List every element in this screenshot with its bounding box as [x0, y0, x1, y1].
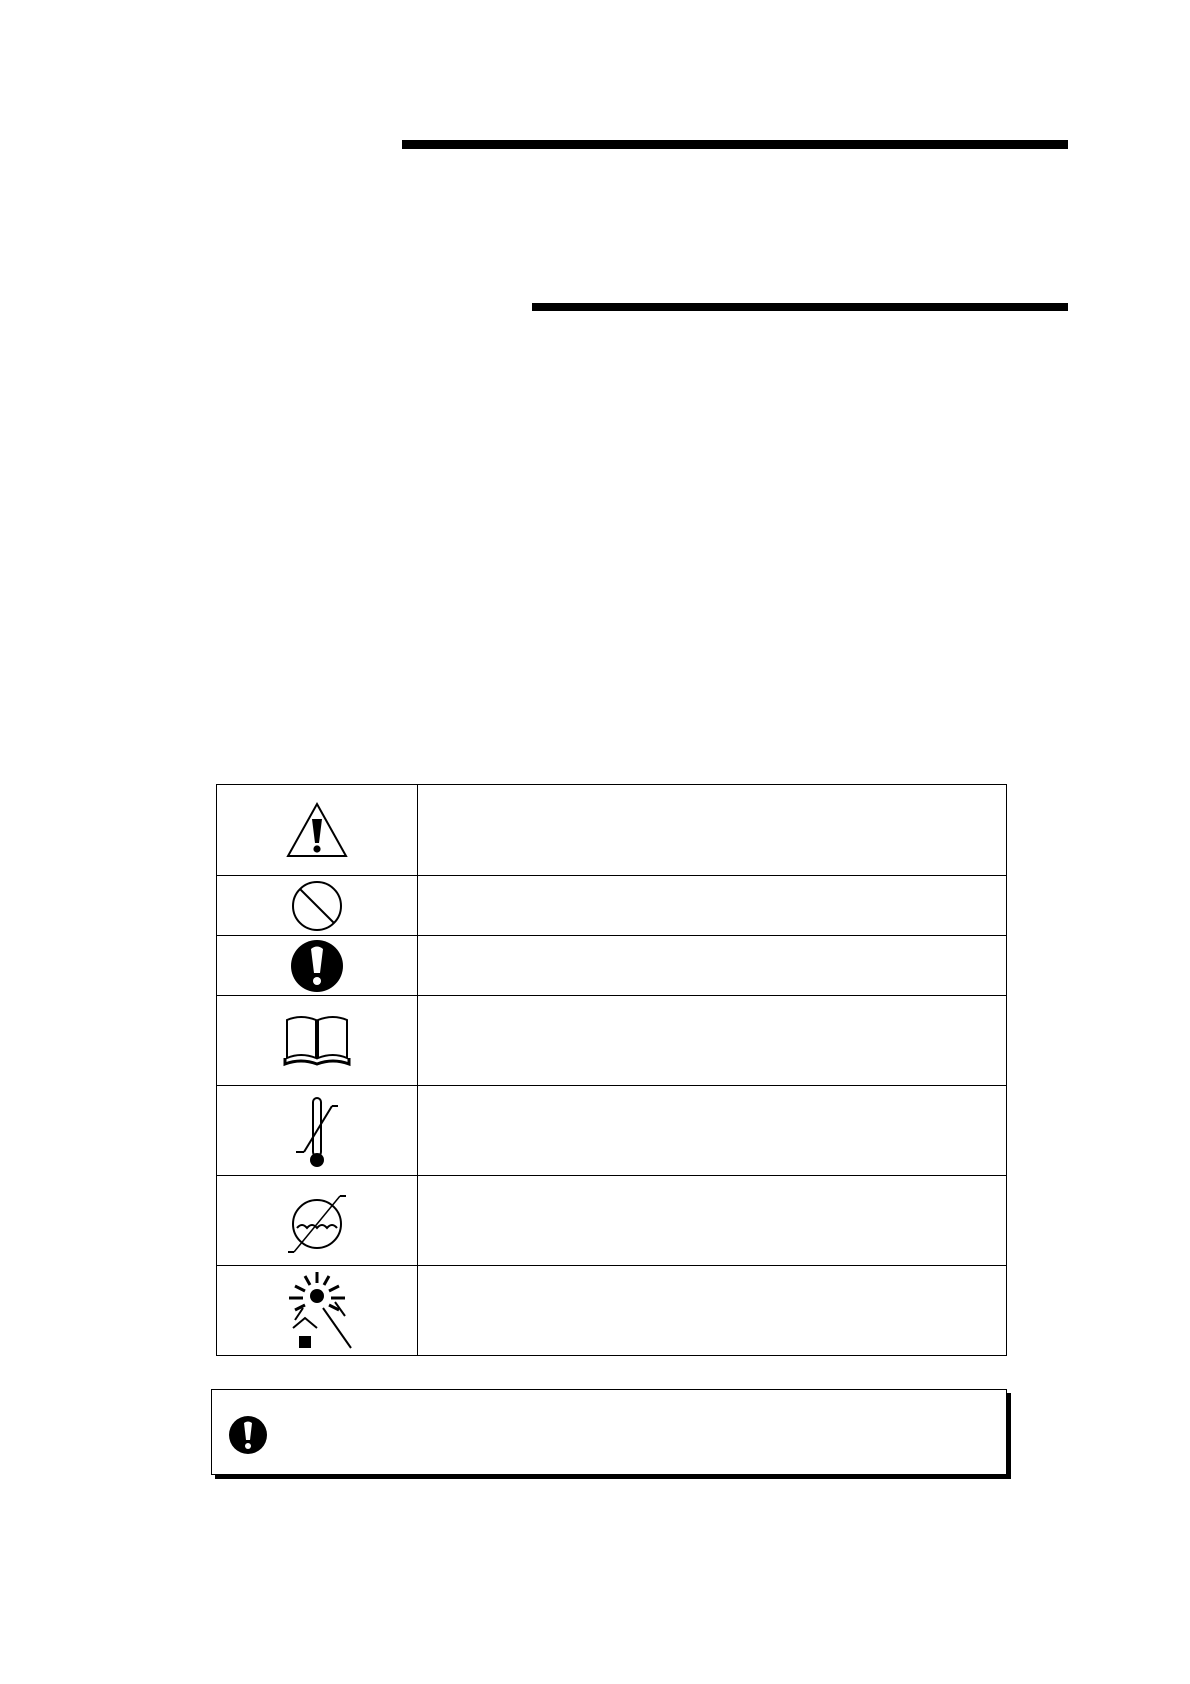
- symbol-description: [418, 876, 1007, 936]
- temperature-limit-icon: [217, 1092, 417, 1170]
- mandatory-action-icon: [217, 938, 417, 994]
- symbol-description: [418, 936, 1007, 996]
- icon-cell: [217, 876, 418, 936]
- symbol-description: [418, 1176, 1007, 1266]
- table-row: [217, 1086, 1007, 1176]
- icon-cell: [217, 785, 418, 876]
- icon-cell: [217, 1086, 418, 1176]
- prohibition-icon: [217, 879, 417, 933]
- notice-box: [211, 1389, 1007, 1475]
- icon-cell: [217, 1176, 418, 1266]
- icon-cell: [217, 1266, 418, 1356]
- symbol-description: [418, 785, 1007, 876]
- table-row: [217, 996, 1007, 1086]
- book-icon: [217, 1006, 417, 1076]
- symbol-description: [418, 1086, 1007, 1176]
- top-rule: [402, 140, 1068, 149]
- section-rule: [532, 303, 1068, 311]
- table-row: [217, 785, 1007, 876]
- table-row: [217, 936, 1007, 996]
- humidity-limit-icon: [217, 1186, 417, 1256]
- table-row: [217, 1266, 1007, 1356]
- warning-triangle-icon: [217, 801, 417, 859]
- table-row: [217, 1176, 1007, 1266]
- table-row: [217, 876, 1007, 936]
- symbol-description: [418, 1266, 1007, 1356]
- symbol-description: [418, 996, 1007, 1086]
- icon-cell: [217, 996, 418, 1086]
- keep-away-from-sunlight-icon: [217, 1268, 417, 1354]
- icon-cell: [217, 936, 418, 996]
- symbol-table: [216, 784, 1007, 1356]
